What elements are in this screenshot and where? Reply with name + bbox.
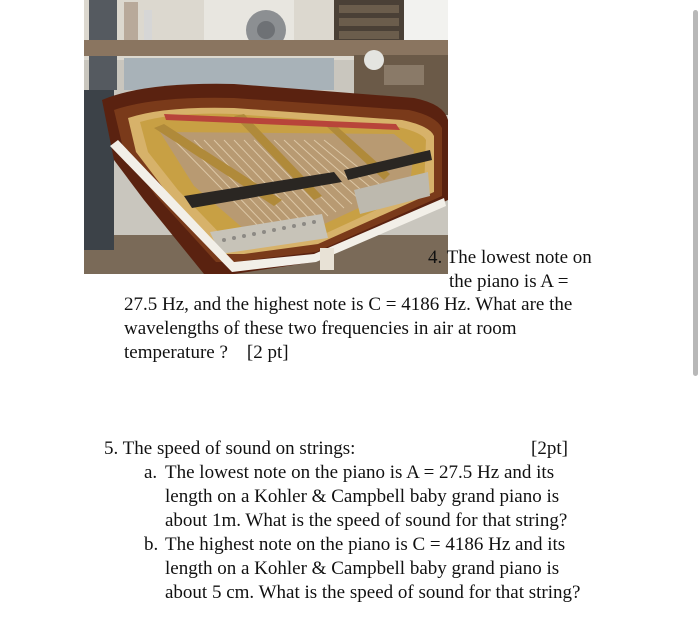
- q5b-line-2: length on a Kohler & Campbell baby grand piano is: [165, 558, 560, 579]
- q5a-line-1: The lowest note on the piano is A = 27.5 Hz and its: [165, 462, 555, 483]
- q4-line-3: 27.5 Hz, and the highest note is C = 4186 Hz. What are the: [124, 294, 573, 315]
- q4-number: 4.: [428, 247, 443, 268]
- q4-line-1: The lowest note on: [446, 247, 592, 268]
- q5b-label: b.: [144, 534, 159, 555]
- q5b-line-3: about 5 cm. What is the speed of sound for that string?: [165, 582, 581, 603]
- q5-points: [2pt]: [531, 438, 568, 459]
- vertical-scrollbar[interactable]: [693, 10, 698, 376]
- q5a-line-3: about 1m. What is the speed of sound for that string?: [165, 510, 568, 531]
- q5a-label: a.: [144, 462, 158, 483]
- grand-piano-photo: [84, 0, 448, 274]
- q4-line-4: wavelengths of these two frequencies in air at room: [124, 318, 517, 339]
- q5a-line-2: length on a Kohler & Campbell baby grand piano is: [165, 486, 560, 507]
- q4-first-line: [428, 246, 592, 270]
- q5-heading: 5. The speed of sound on strings:: [104, 438, 356, 459]
- q5b-line-1: The highest note on the piano is C = 4186 Hz and its: [165, 534, 566, 555]
- q4-line-2: the piano is A =: [449, 271, 569, 292]
- q4-line-5: temperature ? [2 pt]: [124, 342, 289, 363]
